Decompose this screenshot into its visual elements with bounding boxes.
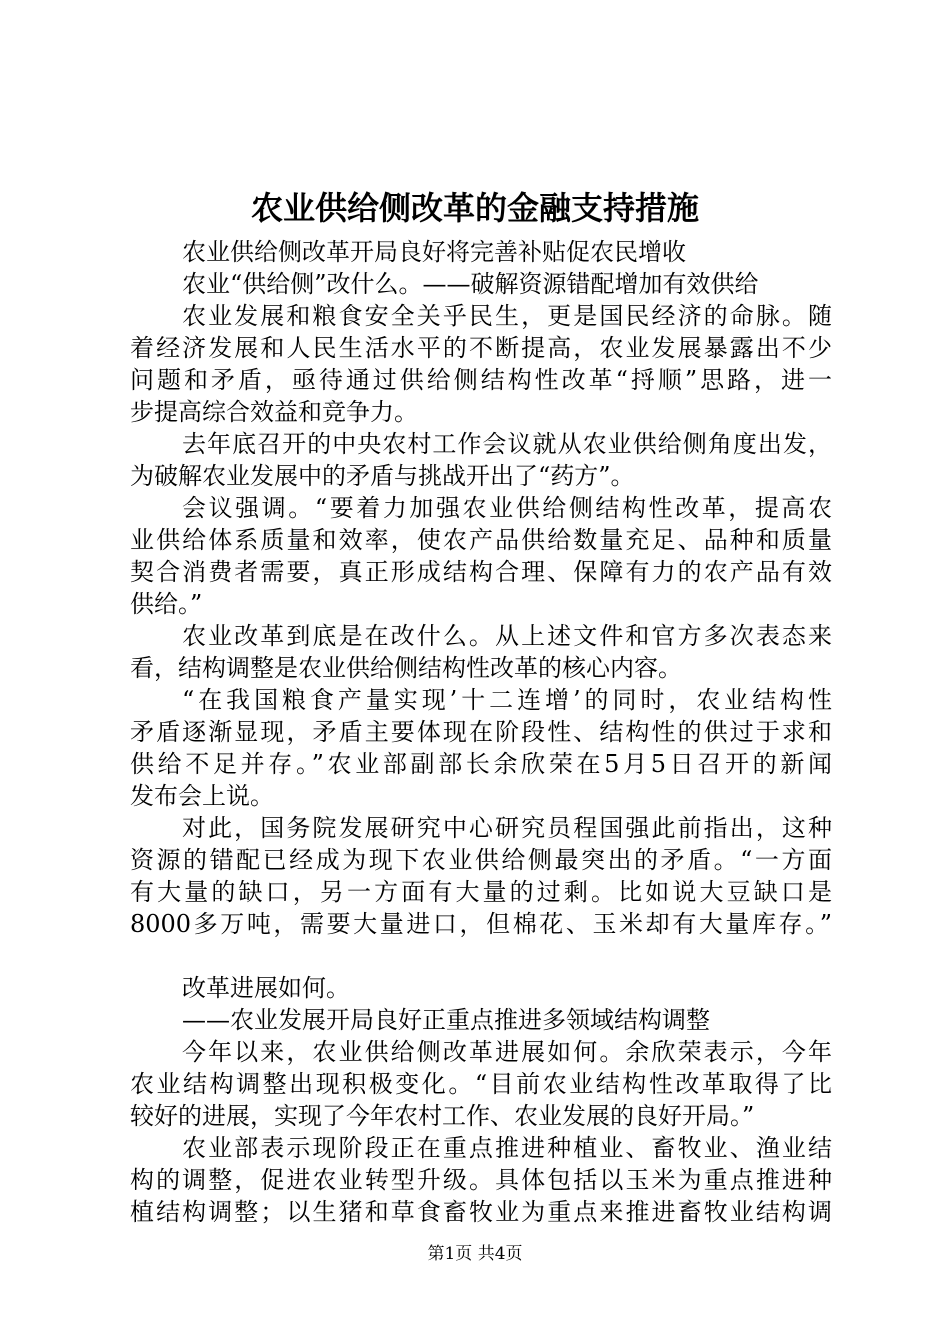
text-line: 有大量的缺口，另一方面有大量的过剩。比如说大豆缺口是 [130, 878, 832, 906]
text-line: 农业部表示现阶段正在重点推进种植业、畜牧业、渔业结 [182, 1134, 832, 1162]
document-title: 农业供给侧改革的金融支持措施 [250, 189, 699, 227]
text-line: 较好的进展，实现了今年农村工作、农业发展的良好开局。” [130, 1102, 755, 1130]
text-line: 资源的错配已经成为现下农业供给侧最突出的矛盾。“一方面 [130, 846, 832, 874]
text-line: “在我国粮食产量实现’十二连增’的同时，农业结构性 [182, 686, 832, 714]
text-line: 改革进展如何。 [182, 974, 350, 1002]
text-line: 供给不足并存。”农业部副部长余欣荣在5月5日召开的新闻 [130, 750, 832, 778]
text-line: 农业发展和粮食安全关乎民生，更是国民经济的命脉。随 [182, 302, 832, 330]
text-line: 契合消费者需要，真正形成结构合理、保障有力的农产品有效 [130, 558, 832, 586]
text-line: 农业结构调整出现积极变化。“目前农业结构性改革取得了比 [130, 1070, 832, 1098]
text-line: 发布会上说。 [130, 782, 274, 810]
text-line: ——农业发展开局良好正重点推进多领域结构调整 [182, 1006, 710, 1034]
text-line: 农业“供给侧”改什么。——破解资源错配增加有效供给 [182, 270, 759, 298]
text-line: 对此，国务院发展研究中心研究员程国强此前指出，这种 [182, 814, 832, 842]
text-line: 去年底召开的中央农村工作会议就从农业供给侧角度出发， [182, 430, 832, 458]
blank-line [130, 940, 832, 972]
text-line: 8000多万吨，需要大量进口，但棉花、玉米却有大量库存。” [130, 910, 832, 938]
text-line: 步提高综合效益和竞争力。 [130, 398, 418, 426]
text-line: 会议强调。“要着力加强农业供给侧结构性改革，提高农 [182, 494, 832, 522]
text-line: 今年以来，农业供给侧改革进展如何。余欣荣表示，今年 [182, 1038, 832, 1066]
document-body [130, 236, 832, 1228]
text-line: 业供给体系质量和效率，使农产品供给数量充足、品种和质量 [130, 526, 832, 554]
text-line: 问题和矛盾，亟待通过供给侧结构性改革“捋顺”思路，进一 [130, 366, 832, 394]
text-line: 矛盾逐渐显现，矛盾主要体现在阶段性、结构性的供过于求和 [130, 718, 832, 746]
text-line: 着经济发展和人民生活水平的不断提高，农业发展暴露出不少 [130, 334, 832, 362]
text-line: 植结构调整；以生猪和草食畜牧业为重点来推进畜牧业结构调 [130, 1198, 832, 1226]
text-line: 看，结构调整是农业供给侧结构性改革的核心内容。 [130, 654, 682, 682]
page-number: 第1页 共4页 [427, 1244, 523, 1264]
text-line: 农业供给侧改革开局良好将完善补贴促农民增收 [182, 238, 686, 266]
text-line: 供给。” [130, 590, 203, 618]
text-line: 农业改革到底是在改什么。从上述文件和官方多次表态来 [182, 622, 832, 650]
text-line: 为破解农业发展中的矛盾与挑战开出了“药方”。 [130, 462, 635, 490]
text-line: 构的调整，促进农业转型升级。具体包括以玉米为重点推进种 [130, 1166, 832, 1194]
